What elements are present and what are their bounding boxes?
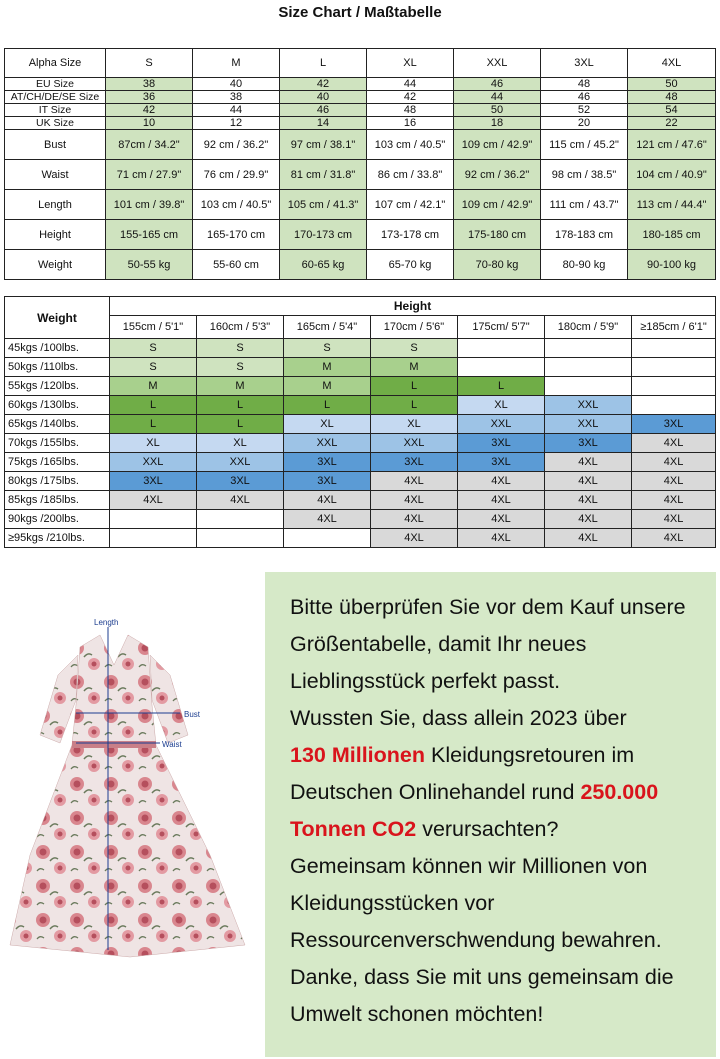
- fit-size-cell: 4XL: [632, 510, 716, 529]
- weight-row: [5, 434, 716, 453]
- size-value: 180-185 cm: [628, 220, 716, 250]
- size-value: 40: [280, 91, 367, 104]
- weight-row: [5, 472, 716, 491]
- size-value: 178-183 cm: [541, 220, 628, 250]
- weight-label: 80kgs /175lbs.: [5, 472, 110, 491]
- fit-size-cell: 3XL: [110, 472, 197, 491]
- fit-size-cell: M: [371, 358, 458, 377]
- bust-label: Bust: [184, 710, 201, 719]
- size-value: 48: [367, 104, 454, 117]
- weight-row: [5, 358, 716, 377]
- fit-size-cell: [110, 510, 197, 529]
- info-line: Gemeinsam können wir Millionen von: [290, 854, 648, 878]
- info-box: [265, 572, 716, 1057]
- size-value: 111 cm / 43.7": [541, 190, 628, 220]
- info-line: Lieblingsstück perfekt passt.: [290, 669, 561, 693]
- size-header-xl: XL: [367, 49, 454, 78]
- size-value: 101 cm / 39.8": [106, 190, 193, 220]
- size-value: 103 cm / 40.5": [193, 190, 280, 220]
- row-label: Weight: [5, 250, 106, 280]
- fit-size-cell: S: [197, 358, 284, 377]
- alpha-size-header: Alpha Size: [5, 49, 106, 78]
- co2-unit: Tonnen CO2: [290, 817, 417, 841]
- weight-row: [5, 529, 716, 548]
- size-header-4xl: 4XL: [628, 49, 716, 78]
- fit-size-cell: 3XL: [458, 434, 545, 453]
- fit-size-cell: 4XL: [197, 491, 284, 510]
- size-header-s: S: [106, 49, 193, 78]
- fit-size-cell: L: [197, 396, 284, 415]
- weight-label: 75kgs /165lbs.: [5, 453, 110, 472]
- weight-row: [5, 377, 716, 396]
- size-value: 48: [628, 91, 716, 104]
- height-value: ≥185cm / 6'1": [632, 316, 716, 339]
- size-value: 42: [280, 78, 367, 91]
- size-value: 109 cm / 42.9": [454, 130, 541, 160]
- fit-size-cell: [110, 529, 197, 548]
- fit-size-cell: [458, 339, 545, 358]
- fit-size-cell: 4XL: [632, 453, 716, 472]
- fit-size-cell: XL: [284, 415, 371, 434]
- size-value: 40: [193, 78, 280, 91]
- size-value: 98 cm / 38.5": [541, 160, 628, 190]
- info-line: Danke, dass Sie mit uns gemeinsam die: [290, 965, 674, 989]
- size-value: 97 cm / 38.1": [280, 130, 367, 160]
- row-label: IT Size: [5, 104, 106, 117]
- size-row: [5, 78, 716, 91]
- fit-size-cell: XXL: [545, 415, 632, 434]
- size-value: 173-178 cm: [367, 220, 454, 250]
- fit-size-cell: M: [284, 377, 371, 396]
- size-value: 81 cm / 31.8": [280, 160, 367, 190]
- row-label: Length: [5, 190, 106, 220]
- fit-size-cell: 4XL: [545, 510, 632, 529]
- size-header-row: [5, 49, 716, 78]
- height-weight-body: [5, 339, 716, 548]
- weight-row: [5, 491, 716, 510]
- size-value: 107 cm / 42.1": [367, 190, 454, 220]
- size-value: 121 cm / 47.6": [628, 130, 716, 160]
- weight-header: Weight: [5, 297, 110, 339]
- weight-label: 45kgs /100lbs.: [5, 339, 110, 358]
- fit-size-cell: XL: [371, 415, 458, 434]
- fit-size-cell: 4XL: [632, 491, 716, 510]
- size-value: 38: [193, 91, 280, 104]
- fit-size-cell: 4XL: [458, 472, 545, 491]
- size-value: 92 cm / 36.2": [454, 160, 541, 190]
- fit-size-cell: XXL: [458, 415, 545, 434]
- fit-size-cell: 3XL: [371, 453, 458, 472]
- weight-label: 65kgs /140lbs.: [5, 415, 110, 434]
- fit-size-cell: S: [284, 339, 371, 358]
- weight-label: 85kgs /185lbs.: [5, 491, 110, 510]
- fit-size-cell: 4XL: [545, 453, 632, 472]
- size-value: 22: [628, 117, 716, 130]
- fit-size-cell: 3XL: [632, 415, 716, 434]
- size-value: 60-65 kg: [280, 250, 367, 280]
- fit-size-cell: 4XL: [632, 472, 716, 491]
- weight-label: 50kgs /110lbs.: [5, 358, 110, 377]
- size-value: 14: [280, 117, 367, 130]
- fit-size-cell: XXL: [371, 434, 458, 453]
- weight-label: ≥95kgs /210lbs.: [5, 529, 110, 548]
- fit-size-cell: L: [197, 415, 284, 434]
- size-value: 65-70 kg: [367, 250, 454, 280]
- fit-size-cell: 3XL: [545, 434, 632, 453]
- fit-size-cell: M: [284, 358, 371, 377]
- fit-size-cell: 4XL: [632, 434, 716, 453]
- fit-size-cell: [197, 510, 284, 529]
- fit-size-cell: 4XL: [458, 491, 545, 510]
- fit-size-cell: S: [371, 339, 458, 358]
- weight-row: [5, 339, 716, 358]
- size-value: 44: [367, 78, 454, 91]
- co2-amount: 250.000: [580, 780, 659, 804]
- size-value: 50: [628, 78, 716, 91]
- fit-size-cell: L: [458, 377, 545, 396]
- size-value: 46: [541, 91, 628, 104]
- info-line: Wussten Sie, dass allein 2023 über: [290, 706, 627, 730]
- fit-size-cell: XL: [458, 396, 545, 415]
- info-line: Tonnen CO2 verursachten?: [290, 817, 559, 841]
- height-value: 180cm / 5'9": [545, 316, 632, 339]
- fit-size-cell: [284, 529, 371, 548]
- size-value: 46: [454, 78, 541, 91]
- fit-size-cell: XXL: [110, 453, 197, 472]
- size-value: 18: [454, 117, 541, 130]
- size-value: 155-165 cm: [106, 220, 193, 250]
- row-label: UK Size: [5, 117, 106, 130]
- weight-label: 55kgs /120lbs.: [5, 377, 110, 396]
- fit-size-cell: XL: [110, 434, 197, 453]
- fit-size-cell: S: [110, 358, 197, 377]
- fit-size-cell: XXL: [545, 396, 632, 415]
- height-weight-table: [4, 296, 716, 548]
- info-line: Größentabelle, damit Ihr neues: [290, 632, 587, 656]
- length-label: Length: [94, 618, 119, 627]
- size-header-3xl: 3XL: [541, 49, 628, 78]
- size-value: 105 cm / 41.3": [280, 190, 367, 220]
- size-value: 113 cm / 44.4": [628, 190, 716, 220]
- info-line: Deutschen Onlinehandel rund 250.000: [290, 780, 659, 804]
- size-value: 46: [280, 104, 367, 117]
- height-value: 160cm / 5'3": [197, 316, 284, 339]
- height-value: 165cm / 5'4": [284, 316, 371, 339]
- size-row: [5, 160, 716, 190]
- size-chart-table: [4, 48, 716, 280]
- info-line: Bitte überprüfen Sie vor dem Kauf unsere: [290, 595, 686, 619]
- page-title: Size Chart / Maßtabelle: [278, 4, 442, 21]
- size-value: 86 cm / 33.8": [367, 160, 454, 190]
- weight-row: [5, 510, 716, 529]
- fit-size-cell: [545, 377, 632, 396]
- fit-size-cell: L: [371, 377, 458, 396]
- fit-size-cell: 4XL: [371, 510, 458, 529]
- fit-size-cell: 3XL: [197, 472, 284, 491]
- info-line: Ressourcenverschwendung bewahren.: [290, 928, 662, 952]
- size-value: 170-173 cm: [280, 220, 367, 250]
- weight-label: 60kgs /130lbs.: [5, 396, 110, 415]
- size-value: 16: [367, 117, 454, 130]
- size-value: 44: [454, 91, 541, 104]
- returns-count: 130 Millionen: [290, 743, 426, 767]
- size-value: 92 cm / 36.2": [193, 130, 280, 160]
- size-value: 42: [106, 104, 193, 117]
- height-header: Height: [110, 297, 716, 316]
- fit-size-cell: M: [197, 377, 284, 396]
- row-label: AT/CH/DE/SE Size: [5, 91, 106, 104]
- fit-size-cell: [632, 396, 716, 415]
- size-value: 42: [367, 91, 454, 104]
- fit-size-cell: 4XL: [545, 491, 632, 510]
- fit-size-cell: M: [110, 377, 197, 396]
- size-value: 44: [193, 104, 280, 117]
- fit-size-cell: 4XL: [458, 529, 545, 548]
- size-value: 52: [541, 104, 628, 117]
- fit-size-cell: L: [110, 415, 197, 434]
- fit-size-cell: 4XL: [545, 472, 632, 491]
- fit-size-cell: S: [110, 339, 197, 358]
- size-value: 55-60 cm: [193, 250, 280, 280]
- size-value: 20: [541, 117, 628, 130]
- fit-size-cell: [458, 358, 545, 377]
- size-value: 165-170 cm: [193, 220, 280, 250]
- size-value: 175-180 cm: [454, 220, 541, 250]
- height-values-row: [5, 316, 716, 339]
- fit-size-cell: 4XL: [545, 529, 632, 548]
- fit-size-cell: [197, 529, 284, 548]
- fit-size-cell: 3XL: [284, 453, 371, 472]
- size-value: 50: [454, 104, 541, 117]
- fit-size-cell: 3XL: [284, 472, 371, 491]
- weight-row: [5, 415, 716, 434]
- size-row: [5, 91, 716, 104]
- fit-size-cell: [632, 339, 716, 358]
- size-value: 12: [193, 117, 280, 130]
- size-row: [5, 130, 716, 160]
- weight-label: 90kgs /200lbs.: [5, 510, 110, 529]
- size-value: 76 cm / 29.9": [193, 160, 280, 190]
- size-value: 109 cm / 42.9": [454, 190, 541, 220]
- height-value: 155cm / 5'1": [110, 316, 197, 339]
- size-value: 38: [106, 78, 193, 91]
- fit-size-cell: L: [371, 396, 458, 415]
- waist-label: Waist: [162, 740, 182, 749]
- size-header-l: L: [280, 49, 367, 78]
- fit-size-cell: L: [284, 396, 371, 415]
- size-value: 50-55 kg: [106, 250, 193, 280]
- size-row: [5, 250, 716, 280]
- size-value: 80-90 kg: [541, 250, 628, 280]
- size-value: 48: [541, 78, 628, 91]
- size-row: [5, 190, 716, 220]
- row-label: EU Size: [5, 78, 106, 91]
- size-row: [5, 220, 716, 250]
- fit-size-cell: XXL: [284, 434, 371, 453]
- fit-size-cell: 4XL: [371, 529, 458, 548]
- fit-size-cell: 3XL: [458, 453, 545, 472]
- size-value: 103 cm / 40.5": [367, 130, 454, 160]
- info-line: 130 Millionen Kleidungsretouren im: [290, 743, 635, 767]
- height-value: 175cm/ 5'7": [458, 316, 545, 339]
- size-value: 104 cm / 40.9": [628, 160, 716, 190]
- row-label: Height: [5, 220, 106, 250]
- fit-size-cell: 4XL: [284, 510, 371, 529]
- fit-size-cell: 4XL: [284, 491, 371, 510]
- info-line: Umwelt schonen möchten!: [290, 1002, 544, 1026]
- row-label: Waist: [5, 160, 106, 190]
- size-value: 115 cm / 45.2": [541, 130, 628, 160]
- size-header-m: M: [193, 49, 280, 78]
- fit-size-cell: 4XL: [632, 529, 716, 548]
- height-value: 170cm / 5'6": [371, 316, 458, 339]
- size-value: 90-100 kg: [628, 250, 716, 280]
- size-value: 70-80 kg: [454, 250, 541, 280]
- fit-size-cell: XL: [197, 434, 284, 453]
- size-header-xxl: XXL: [454, 49, 541, 78]
- fit-size-cell: 4XL: [458, 510, 545, 529]
- fit-size-cell: [632, 377, 716, 396]
- fit-size-cell: XXL: [197, 453, 284, 472]
- fit-size-cell: 4XL: [371, 472, 458, 491]
- size-value: 87cm / 34.2": [106, 130, 193, 160]
- fit-size-cell: 4XL: [110, 491, 197, 510]
- weight-row: [5, 396, 716, 415]
- size-value: 36: [106, 91, 193, 104]
- fit-size-cell: [545, 358, 632, 377]
- size-value: 54: [628, 104, 716, 117]
- info-line: Kleidungsstücken vor: [290, 891, 495, 915]
- size-row: [5, 104, 716, 117]
- dress-illustration: [0, 605, 260, 985]
- fit-size-cell: L: [110, 396, 197, 415]
- fit-size-cell: S: [197, 339, 284, 358]
- size-value: 10: [106, 117, 193, 130]
- fit-size-cell: [545, 339, 632, 358]
- row-label: Bust: [5, 130, 106, 160]
- weight-label: 70kgs /155lbs.: [5, 434, 110, 453]
- size-value: 71 cm / 27.9": [106, 160, 193, 190]
- fit-size-cell: [632, 358, 716, 377]
- weight-row: [5, 453, 716, 472]
- size-chart-body: [5, 78, 716, 280]
- fit-size-cell: 4XL: [371, 491, 458, 510]
- size-row: [5, 117, 716, 130]
